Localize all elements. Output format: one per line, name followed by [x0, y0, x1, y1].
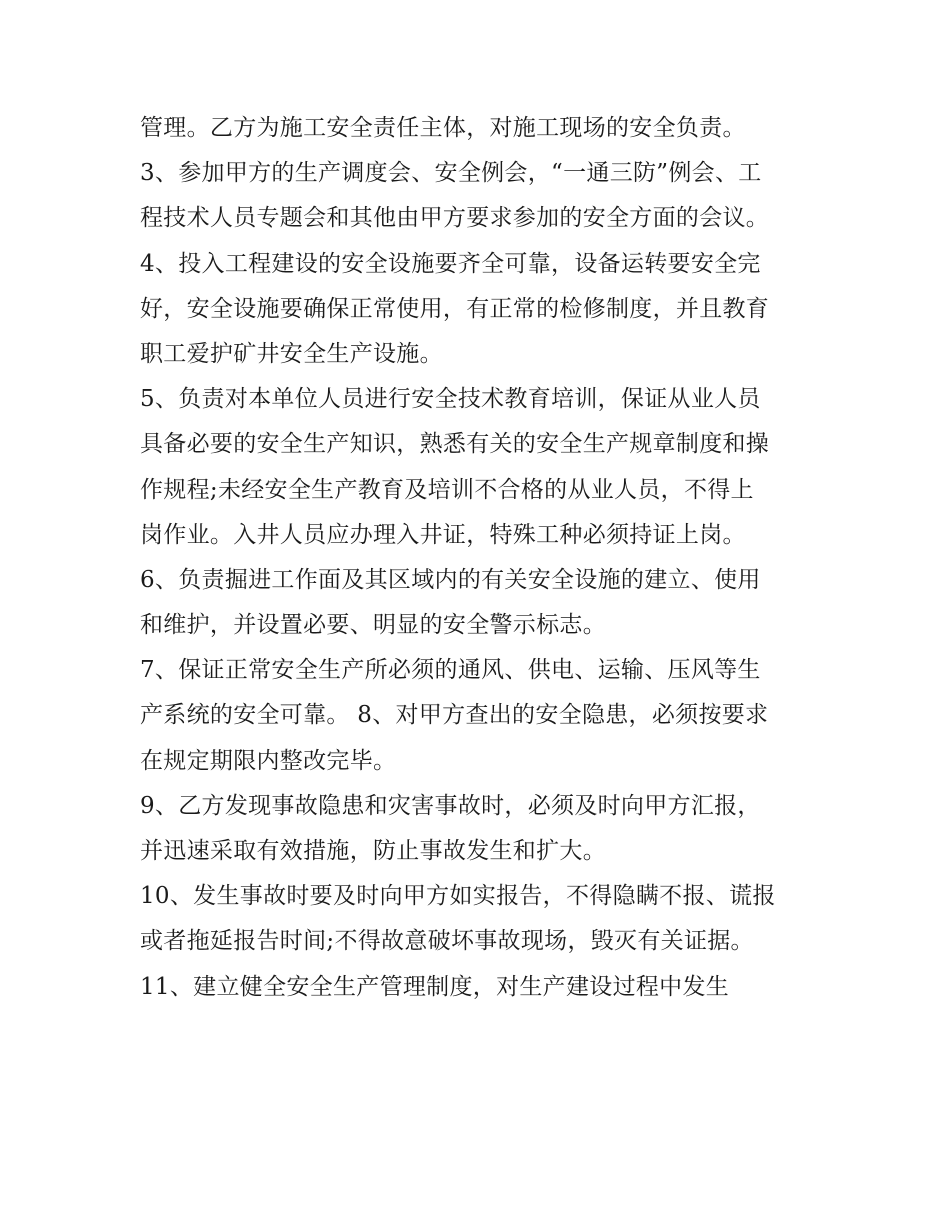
text-line: 程技术人员专题会和其他由甲方要求参加的安全方面的会议。	[140, 205, 770, 232]
text-line: 职工爱护矿井安全生产设施。	[140, 340, 443, 367]
text-line: 3、参加甲方的生产调度会、安全例会，“一通三防”例会、工	[140, 160, 762, 187]
text-line: 作规程;未经安全生产教育及培训不合格的从业人员，不得上	[140, 476, 754, 503]
text-line: 6、负责掘进工作面及其区域内的有关安全设施的建立、使用	[140, 566, 761, 593]
text-line: 具备必要的安全生产知识，熟悉有关的安全生产规章制度和操	[140, 431, 770, 458]
text-line: 10、发生事故时要及时向甲方如实报告，不得隐瞒不报、谎报	[140, 883, 776, 910]
document-body	[140, 106, 830, 1010]
paragraph-item-5	[140, 377, 830, 558]
paragraph-item-6	[140, 558, 830, 648]
paragraph-item-9	[140, 784, 830, 874]
paragraph-item-11	[140, 965, 830, 1010]
text-line: 产系统的安全可靠。 8、对甲方查出的安全隐患，必须按要求	[140, 702, 769, 729]
text-line: 或者拖延报告时间;不得故意破坏事故现场，毁灭有关证据。	[140, 928, 754, 955]
paragraph-item-10	[140, 874, 830, 964]
text-line: 4、投入工程建设的安全设施要齐全可靠，设备运转要安全完	[140, 250, 761, 277]
text-line: 岗作业。入井人员应办理入井证，特殊工种必须持证上岗。	[140, 521, 746, 548]
text-line: 5、负责对本单位人员进行安全技术教育培训，保证从业人员	[140, 386, 761, 413]
text-line: 好，安全设施要确保正常使用，有正常的检修制度，并且教育	[140, 295, 770, 322]
paragraph-item-7-8	[140, 648, 830, 784]
paragraph-continuation	[140, 106, 830, 151]
text-line: 7、保证正常安全生产所必须的通风、供电、运输、压风等生	[140, 657, 761, 684]
text-line: 并迅速采取有效措施，防止事故发生和扩大。	[140, 838, 606, 864]
text-line: 在规定期限内整改完毕。	[140, 747, 397, 774]
paragraph-item-3	[140, 151, 830, 241]
text-line: 和维护，并设置必要、明显的安全警示标志。	[140, 612, 606, 639]
paragraph-item-4	[140, 242, 830, 378]
text-line: 管理。乙方为施工安全责任主体，对施工现场的安全负责。	[140, 115, 746, 141]
text-line: 9、乙方发现事故隐患和灾害事故时，必须及时向甲方汇报，	[140, 792, 761, 819]
text-line: 11、建立健全安全生产管理制度，对生产建设过程中发生	[140, 973, 730, 1000]
